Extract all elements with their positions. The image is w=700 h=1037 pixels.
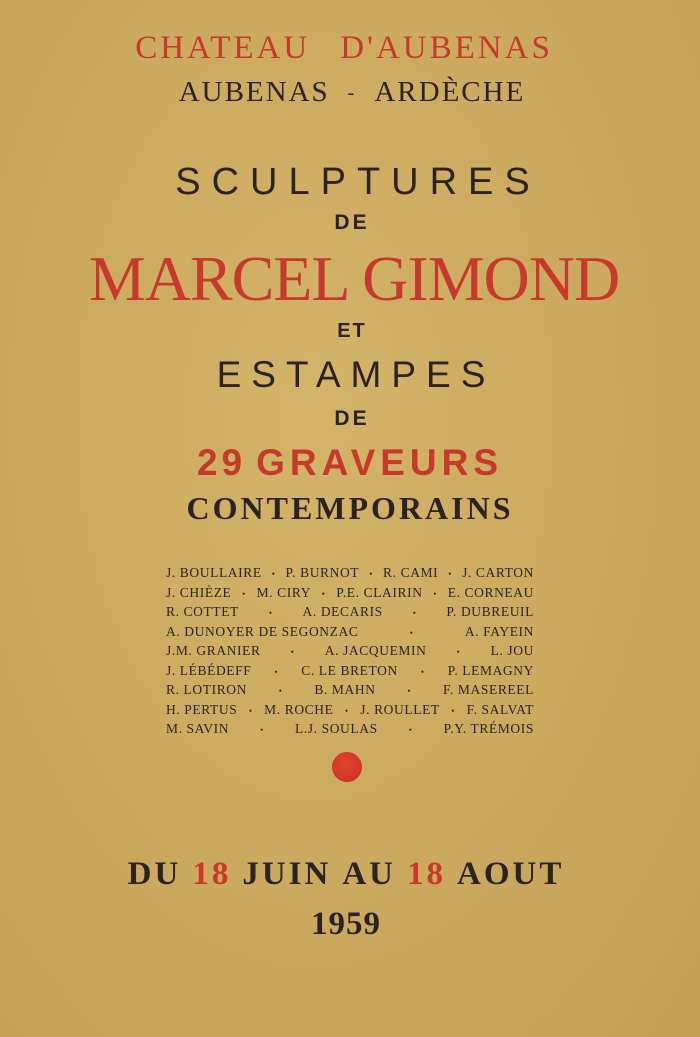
graveurs-word: GRAVEURS [256,442,504,483]
venue-title [0,30,694,67]
artist-name: F. SALVAT [466,701,534,717]
name-separator: • [242,588,246,599]
artist-row [166,719,534,739]
name-separator: • [433,588,438,599]
artist-name: J. CARTON [462,565,534,580]
start-day: 18 [192,856,232,892]
artist-name: P.Y. TRÉMOIS [443,721,534,736]
artist-name: L.J. SOULAS [294,721,378,736]
artist-name: R. CAMI [383,565,439,580]
name-separator: • [290,647,295,657]
exhibition-year: 1959 [311,906,381,942]
artist-name: E. CORNEAU [447,584,534,600]
town-name: AUBENAS [178,76,330,108]
name-separator: • [274,666,279,677]
engraver-name-list [166,563,534,739]
artist-row [166,680,534,700]
de-connector-1: DE [334,211,370,234]
name-separator: • [260,725,264,735]
artist-row [166,563,534,583]
name-separator: • [321,588,326,599]
end-day: 18 [407,856,446,892]
artist-name: H. PERTUS [166,701,238,717]
artist-name: P.E. CLAIRIN [336,584,423,600]
artist-name: P. LEMAGNY [447,662,534,678]
artist-name: M. SAVIN [166,721,230,736]
artist-name: C. LE BRETON [301,662,398,678]
end-month: AOUT [457,856,565,892]
sculptures-heading: SCULPTURES [175,161,541,203]
artist-row [166,622,534,642]
venue-location [2,76,700,109]
artist-name: P. BURNOT [285,565,360,580]
start-month: JUIN [242,856,332,892]
artist-name: J. ROULLET [360,701,440,717]
artist-row [166,661,534,681]
location-separator: - [347,82,357,104]
name-separator: • [268,608,273,618]
et-connector: ET [337,320,367,342]
artist-name: L. JOU [490,643,534,658]
artist-name: M. ROCHE [264,701,334,717]
artist-name: A. JACQUEMIN [324,643,427,658]
name-separator: • [369,569,373,579]
artist-name: A. FAYEIN [464,623,534,639]
featured-artist-name: MARCEL GIMOND [88,243,620,314]
red-seal-dot [332,752,362,782]
artist-name: J.M. GRANIER [166,643,261,658]
name-separator: • [278,686,283,696]
artist-row [166,583,534,603]
artist-name: M. CIRY [256,584,312,600]
artist-name: P. DUBREUIL [446,604,534,619]
name-separator: • [344,705,349,716]
exhibition-dates [0,856,696,893]
venue-word-aubenas: D'AUBENAS [340,30,553,66]
name-separator: • [448,569,453,579]
artist-row [166,641,534,661]
artist-name: A. DECARIS [302,604,383,619]
name-separator: • [456,647,461,657]
name-separator: • [451,705,456,716]
artist-row [166,602,534,622]
artist-name: J. BOULLAIRE [166,565,262,580]
artist-name: A. DUNOYER DE SEGONZAC [166,623,359,639]
graveurs-heading [0,442,700,484]
dates-au: AU [342,856,396,892]
artist-name: F. MASEREEL [442,682,534,697]
venue-word-chateau: CHATEAU [135,30,311,66]
de-connector-2: DE [334,407,370,430]
name-separator: • [409,627,414,638]
name-separator: • [407,686,412,696]
name-separator: • [408,725,413,735]
artist-name: B. MAHN [314,682,376,697]
name-separator: • [271,569,276,579]
artist-name: J. CHIÈZE [166,584,232,600]
region-name: ARDÈCHE [374,76,526,108]
name-separator: • [420,666,425,677]
artist-row [166,700,534,720]
artist-name: R. LOTIRON [166,682,247,697]
contemporains-heading: CONTEMPORAINS [186,490,514,526]
artist-name: R. COTTET [166,604,239,619]
name-separator: • [248,705,253,716]
name-separator: • [412,608,417,618]
dates-du: DU [127,856,182,892]
engraver-count: 29 [196,442,247,483]
estampes-heading: ESTAMPES [216,354,496,395]
artist-name: J. LÉBÉDEFF [166,662,252,678]
